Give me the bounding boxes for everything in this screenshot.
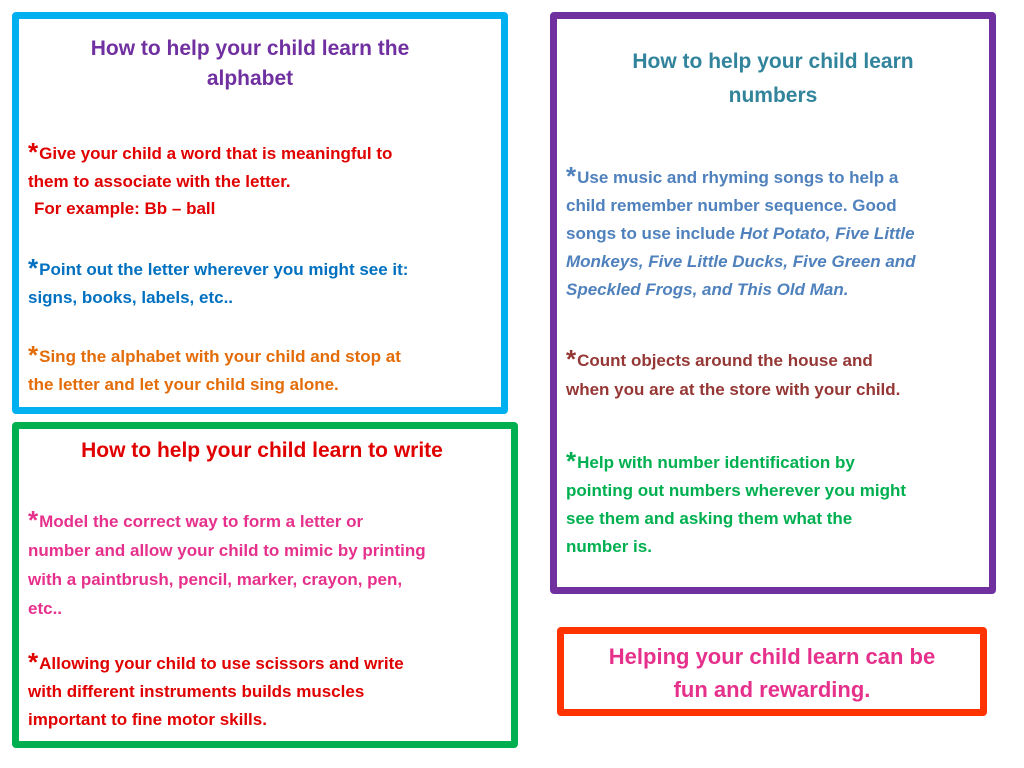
numbers-tip-1-line4: Monkeys, Five Little Ducks, Five Green and <box>566 252 916 271</box>
alphabet-title-line2: alphabet <box>206 67 294 90</box>
alphabet-tip-2-line1: *Point out the letter wherever you might see it: <box>28 253 409 283</box>
alphabet-tip-3-line2: the letter and let your child sing alone. <box>28 375 339 394</box>
alphabet-title <box>30 34 470 94</box>
numbers-tip-3-line1: *Help with number identification by <box>566 446 855 476</box>
bullet-star: * <box>28 647 39 677</box>
closing-message <box>567 640 977 706</box>
numbers-title-line2: numbers <box>728 84 818 107</box>
closing-line2: fun and rewarding. <box>673 677 871 702</box>
alphabet-tip-1-line1: *Give your child a word that is meaningful to <box>28 137 393 167</box>
closing-line1: Helping your child learn can be <box>608 644 936 669</box>
numbers-tip-3 <box>566 446 907 561</box>
write-title: How to help your child learn to write <box>81 439 443 462</box>
write-tip-2-line2: with different instruments builds muscles <box>28 682 365 701</box>
bullet-star: * <box>566 446 577 476</box>
numbers-tip-1-line2: child remember number sequence. Good <box>566 196 897 215</box>
numbers-tip-3-line4: number is. <box>566 537 652 556</box>
alphabet-tip-1-line2: them to associate with the letter. <box>28 172 291 191</box>
alphabet-tip-3 <box>28 340 401 399</box>
numbers-tip-2 <box>566 346 900 404</box>
numbers-tip-3-line2: pointing out numbers wherever you might <box>566 481 907 500</box>
numbers-tip-1-line5: Speckled Frogs, and This Old Man. <box>566 280 849 299</box>
numbers-tip-3-line3: see them and asking them what the <box>566 509 853 528</box>
bullet-star: * <box>28 253 39 283</box>
alphabet-title-line1: How to help your child learn the <box>90 37 410 60</box>
bullet-star: * <box>566 344 577 374</box>
write-tip-2 <box>28 647 404 734</box>
write-tip-1 <box>28 507 426 623</box>
write-tip-1-line4: etc.. <box>28 599 63 618</box>
numbers-tip-2-line1: *Count objects around the house and <box>566 344 873 374</box>
bullet-star: * <box>28 340 39 370</box>
alphabet-tip-1 <box>28 137 393 222</box>
write-tip-2-line1: *Allowing your child to use scissors and write <box>28 647 404 677</box>
write-tip-1-line2: number and allow your child to mimic by printing <box>28 541 426 560</box>
write-tip-1-line3: with a paintbrush, pencil, marker, crayon, pen, <box>28 570 403 589</box>
alphabet-tip-2-line2: signs, books, labels, etc.. <box>28 288 234 307</box>
numbers-title-line1: How to help your child learn <box>632 50 914 73</box>
write-tip-2-line3: important to fine motor skills. <box>28 710 267 729</box>
alphabet-tip-2 <box>28 253 409 312</box>
bullet-star: * <box>566 161 577 191</box>
numbers-title <box>566 45 980 113</box>
bullet-star: * <box>28 137 39 167</box>
bullet-star: * <box>28 505 39 535</box>
numbers-tip-1-line1: *Use music and rhyming songs to help a <box>566 161 899 191</box>
numbers-tip-1 <box>566 161 916 304</box>
alphabet-tip-3-line1: *Sing the alphabet with your child and stop at <box>28 340 401 370</box>
write-tip-1-line1: *Model the correct way to form a letter or <box>28 505 364 535</box>
alphabet-tip-1-example: For example: Bb – ball <box>34 199 216 218</box>
numbers-tip-2-line2: when you are at the store with your child. <box>566 380 901 399</box>
numbers-tip-1-line3: songs to use include Hot Potato, Five Little <box>566 224 915 243</box>
